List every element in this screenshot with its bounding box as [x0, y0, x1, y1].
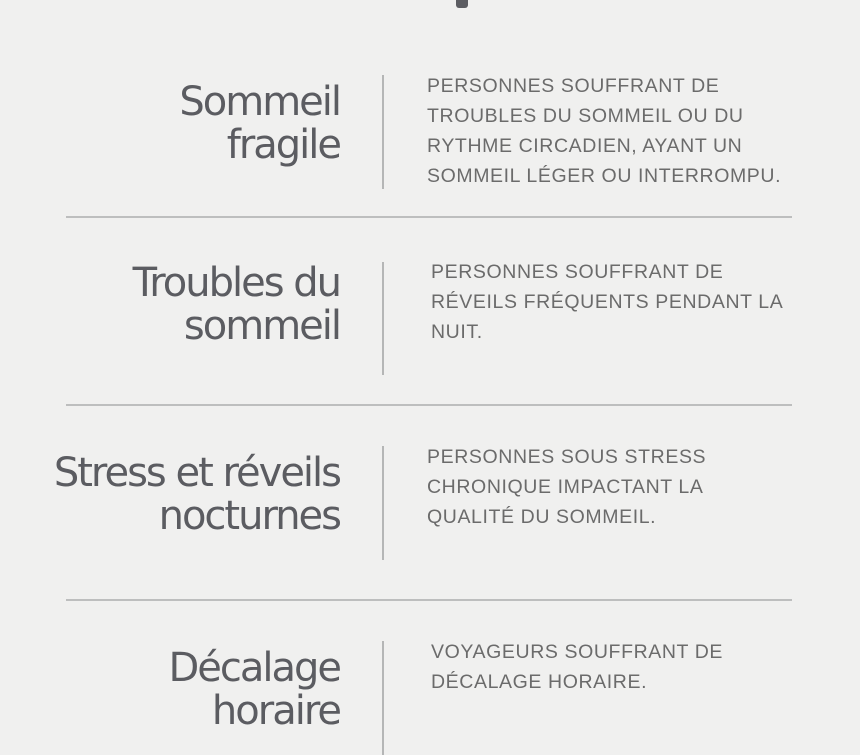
- vertical-divider: [382, 446, 384, 560]
- section-title: [179, 81, 340, 167]
- horizontal-divider: [66, 599, 792, 601]
- section-title-line: Troubles du: [132, 260, 340, 306]
- horizontal-divider: [66, 216, 792, 218]
- section-description: PERSONNES SOUFFRANT DE RÉVEILS FRÉQUENTS PENDANT LA NUIT.: [431, 261, 783, 343]
- section-description: PERSONNES SOUS STRESS CHRONIQUE IMPACTANT LA QUALITÉ DU SOMMEIL.: [427, 446, 707, 528]
- vertical-divider: [382, 75, 384, 189]
- section-title-line: Stress et réveils: [53, 450, 340, 496]
- horizontal-divider: [66, 404, 792, 406]
- section-title-line: horaire: [211, 688, 340, 734]
- section-title-line: fragile: [226, 122, 340, 168]
- section-title: [133, 262, 340, 348]
- section-description: PERSONNES SOUFFRANT DE TROUBLES DU SOMMEIL OU DU RYTHME CIRCADIEN, AYANT UN SOMMEIL LÉGER OU INTERROMPU.: [427, 75, 782, 187]
- section-title-line: nocturnes: [158, 493, 340, 539]
- section-title-line: Sommeil: [179, 79, 340, 125]
- section-title: [54, 452, 340, 538]
- vertical-divider: [382, 262, 384, 375]
- section-description: VOYAGEURS SOUFFRANT DE DÉCALAGE HORAIRE.: [431, 641, 724, 693]
- heading-glyph-fragment: [456, 0, 468, 8]
- section-title-line: Décalage: [168, 645, 340, 691]
- vertical-divider: [382, 641, 384, 755]
- section-title-line: sommeil: [183, 303, 340, 349]
- section-title: [168, 647, 340, 733]
